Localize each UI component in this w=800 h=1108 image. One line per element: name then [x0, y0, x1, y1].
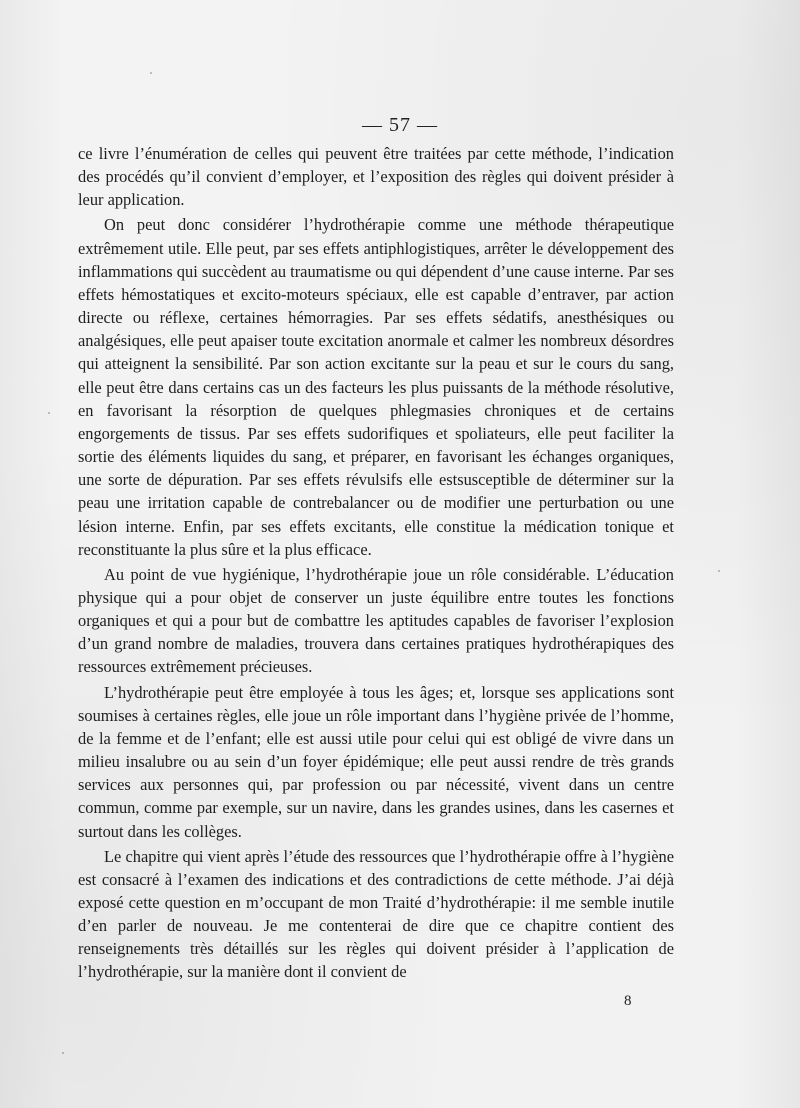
- paper-speck: [150, 72, 152, 74]
- paper-speck: [718, 570, 720, 572]
- paper-speck: [48, 412, 50, 414]
- paragraph-continuation: ce livre l’énumération de celles qui peuvent être traitées par cette méthode, l’indication des procédés qu’il convient d’employer, et l’exposition des règles qui doivent présider à leur application.: [78, 144, 674, 210]
- page-number: — 57 —: [362, 114, 438, 136]
- paragraph-therapeutic-uses: On peut donc considérer l’hydrothérapie comme une méthode thérapeutique extrêmement utile. Elle peut, par ses effets antiphlogistiques, arrêter le développement des inflammations qui succèdent au traumatisme ou qui dépendent d’une cause interne. Par ses effets hémostatiques et excito-moteurs spéciaux, elle est capable d’entraver, par action directe ou réflexe, certaines hémorragies. Par ses effets sédatifs, anesthésiques ou analgésiques, elle peut apaiser toute excitation anormale et calmer les nombreux désordres qui atteignent la sensibilité. Par son action excitante sur la peau et sur le cours du sang, elle peut être dans certains cas un des facteurs les plus puissants de la méthode résolutive, en favorisant la résorption de quelques phlegmasies chroniques et de certains engorgements de tissus. Par ses effets sudorifiques et spoliateurs, elle peut faciliter la sortie des éléments liquides du sang, et préparer, en favorisant les échanges organiques, une sorte de dépuration. Par ses effets révulsifs elle estsusceptible de déterminer sur la peau une irritation capable de contrebalancer ou de modifier une perturbation ou une lésion interne. Enfin, par ses effets excitants, elle constitue la médication tonique et reconstituante la plus sûre et la plus efficace.: [78, 215, 674, 559]
- printer-signature-mark: 8: [624, 993, 632, 1009]
- paragraph-all-ages: L’hydrothérapie peut être employée à tous les âges; et, lorsque ses applications sont soumises à certaines règles, elle joue un rôle important dans l’hygiène privée de l’homme, de la femme et de l’enfant; elle est aussi utile pour celui qui est obligé de vivre dans un milieu insalubre ou au sein d’un foyer épidémique; elle peut aussi rendre de très grands services aux personnes qui, par profession ou par nécessité, vivent dans un centre commun, comme par exemple, sur un navire, dans les grandes usines, dans les casernes et surtout dans les collèges.: [78, 682, 674, 841]
- paper-speck: [62, 1052, 64, 1054]
- paragraph-hygiene: Au point de vue hygiénique, l’hydrothérapie joue un rôle considérable. L’éducation physique qui a pour objet de conserver un juste équilibre entre toutes les fonctions organiques et qui a pour but de combattre les aptitudes capables de favoriser l’explosion d’un grand nombre de maladies, trouvera dans certaines pratiques hydrothérapiques des ressources extrêmement précieuses.: [78, 564, 674, 677]
- paragraph-next-chapter: Le chapitre qui vient après l’étude des ressources que l’hydrothérapie offre à l’hygiène est consacré à l’examen des indications et des contradictions de cette méthode. J’ai déjà exposé cette question en m’occupant de mon Traité d’hydrothérapie: il me semble inutile d’en parler de nouveau. Je me contenterai de dire que ce chapitre contient des renseignements très détaillés sur les règles qui doivent présider à l’application de l’hydrothérapie, sur la manière dont il convient de: [78, 846, 674, 982]
- body-text: [78, 142, 674, 984]
